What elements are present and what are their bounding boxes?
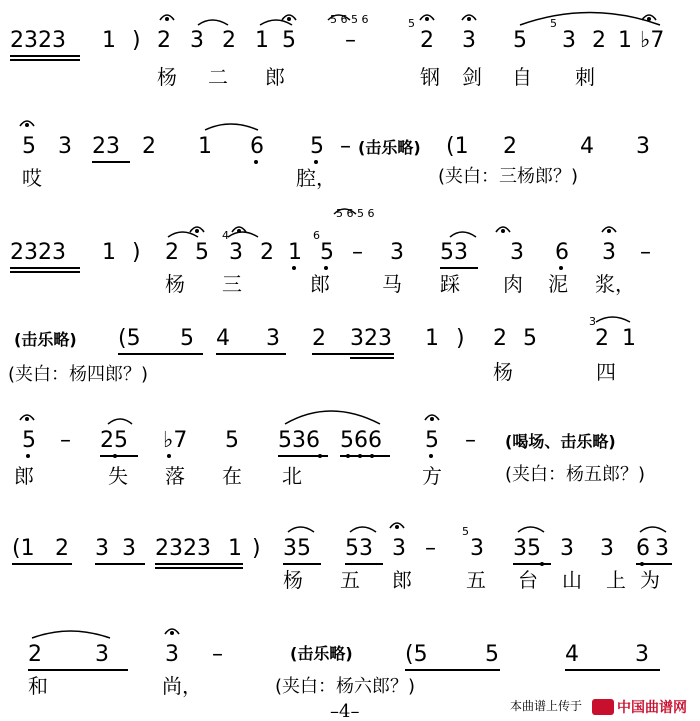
lyric: 钢	[420, 65, 440, 89]
note: 3	[602, 240, 616, 265]
note: 3	[510, 240, 524, 265]
note: 3	[95, 642, 109, 667]
spoken-line: (夹白：三杨郎？)	[438, 166, 579, 187]
note: 5	[320, 240, 334, 265]
note: 1	[102, 28, 116, 53]
note: 3	[470, 536, 484, 561]
note: 5	[513, 28, 527, 53]
note: 1	[622, 326, 636, 351]
lyric: 腔，	[296, 166, 336, 190]
note: 6	[555, 240, 569, 265]
note: 3	[562, 28, 576, 53]
note: 3	[392, 536, 406, 561]
lyric: 剑	[462, 65, 482, 89]
lyric: 肉	[503, 272, 523, 296]
note: 1	[425, 326, 439, 351]
lyric: 郎	[392, 568, 412, 592]
note: 5	[22, 134, 36, 159]
spoken-line: (夹白：杨四郎？)	[8, 364, 149, 385]
note-group: 53	[440, 240, 468, 265]
lyric: 杨	[165, 272, 185, 296]
lyric: 郎	[265, 65, 285, 89]
bracket-close: )	[132, 240, 141, 265]
spoken-line: (夹白：杨六郎？)	[275, 676, 416, 697]
note: (1	[446, 134, 469, 159]
lyric: 刺	[575, 65, 595, 89]
lyric: 踩	[440, 272, 460, 296]
note: 1	[255, 28, 269, 53]
dash: –	[60, 428, 71, 453]
grace-note: 5	[408, 17, 415, 30]
note: 3	[560, 536, 574, 561]
note: 3	[635, 642, 649, 667]
grace-notes: 5 6 5 6	[330, 13, 369, 26]
lyric: 方	[422, 464, 442, 488]
grace-note: 6	[313, 229, 320, 242]
note: 5	[225, 428, 239, 453]
note: 3	[58, 134, 72, 159]
note: 2	[420, 28, 434, 53]
note: 5	[180, 326, 194, 351]
note: 5	[523, 326, 537, 351]
lyric: 五	[340, 568, 360, 592]
note: 2	[165, 240, 179, 265]
note: 2	[157, 28, 171, 53]
annotation: (击乐略)	[358, 138, 421, 157]
note-group: 566	[340, 428, 382, 453]
lyric: 马	[382, 272, 402, 296]
lyric: 自	[512, 65, 532, 89]
lyric: 和	[28, 674, 48, 698]
note-group: 323	[350, 326, 392, 351]
lyric: 台	[518, 568, 538, 592]
note: 2	[222, 28, 236, 53]
note: 2	[503, 134, 517, 159]
note: 2	[592, 28, 606, 53]
note: 5	[310, 134, 324, 159]
lyric: 哎	[22, 166, 42, 190]
note: 6	[636, 536, 650, 561]
dash: –	[212, 642, 223, 667]
lyric: 浆，	[595, 272, 635, 296]
lyric: 尚，	[162, 674, 202, 698]
grace-note: 3	[589, 315, 596, 328]
note: 4	[216, 326, 230, 351]
note: 4	[580, 134, 594, 159]
lyric: 杨	[283, 568, 303, 592]
dash: –	[340, 134, 351, 159]
lyric: 山	[562, 568, 582, 592]
note: 3	[600, 536, 614, 561]
lyric: 北	[282, 464, 302, 488]
note: 3	[122, 536, 136, 561]
site-logo[interactable]	[592, 697, 687, 717]
lyric: 二	[208, 65, 228, 89]
note: 5	[485, 642, 499, 667]
dash: –	[465, 428, 476, 453]
note: 3	[462, 28, 476, 53]
note: 3	[390, 240, 404, 265]
note: 1	[228, 536, 242, 561]
note: 3	[95, 536, 109, 561]
dash: –	[425, 536, 436, 561]
annotation: (喝场、击乐略)	[505, 432, 616, 451]
note: 3	[165, 642, 179, 667]
upload-note: 本曲谱上传于	[510, 699, 583, 713]
dash: –	[345, 28, 356, 53]
note: 3	[266, 326, 280, 351]
grace-note: 5	[462, 525, 469, 538]
grace-notes: 5 6 5 6	[336, 207, 375, 220]
lyric: 郎	[310, 272, 330, 296]
note-group: 536	[278, 428, 320, 453]
note: 1	[288, 240, 302, 265]
lyric: 杨	[493, 360, 513, 384]
note: 5	[282, 28, 296, 53]
note: 2	[55, 536, 69, 561]
lyric: 泥	[548, 272, 568, 296]
lyric: 杨	[157, 65, 177, 89]
note-group: 25	[100, 428, 128, 453]
note: ♭7	[163, 428, 188, 453]
note: 2	[260, 240, 274, 265]
note: 4	[565, 642, 579, 667]
note: 2	[312, 326, 326, 351]
note: 3	[229, 240, 243, 265]
note-group: 35	[513, 536, 541, 561]
logo-icon	[592, 699, 614, 715]
bracket-close: )	[456, 326, 465, 351]
note: 3	[655, 536, 669, 561]
lyric: 落	[165, 464, 185, 488]
note: 6	[250, 134, 264, 159]
note: 2	[595, 326, 609, 351]
note: 2	[28, 642, 42, 667]
lyric: 上	[606, 568, 626, 592]
note: 5	[22, 428, 36, 453]
note-group: 2323	[10, 240, 66, 265]
bracket-close: )	[132, 28, 141, 53]
note: 2	[493, 326, 507, 351]
note: 5	[425, 428, 439, 453]
lyric: 失	[108, 464, 128, 488]
note: 3	[190, 28, 204, 53]
note: 5	[195, 240, 209, 265]
note: (5	[405, 642, 428, 667]
note-group: 2323	[155, 536, 211, 561]
spoken-line: (夹白：杨五郎？)	[505, 464, 646, 485]
note: ♭7	[640, 28, 665, 53]
lyric: 四	[596, 360, 616, 384]
note: (1	[12, 536, 35, 561]
bracket-close: )	[252, 536, 261, 561]
lyric: 五	[466, 568, 486, 592]
lyric: 在	[222, 464, 242, 488]
dash: –	[640, 240, 651, 265]
note-group: 53	[345, 536, 373, 561]
page-number: –4–	[330, 701, 360, 721]
lyric: 三	[222, 272, 242, 296]
note: (5	[118, 326, 141, 351]
lyric: 郎	[14, 464, 34, 488]
dash: –	[352, 240, 363, 265]
note: 1	[618, 28, 632, 53]
site-name: 中国曲谱网	[617, 700, 687, 716]
note: 1	[198, 134, 212, 159]
note: 2	[142, 134, 156, 159]
grace-note: 4	[222, 229, 229, 242]
annotation: (击乐略)	[14, 330, 77, 349]
note: 1	[102, 240, 116, 265]
note-group: 2323	[10, 28, 66, 53]
grace-note: 5	[550, 17, 557, 30]
annotation: (击乐略)	[290, 644, 353, 663]
lyric: 为	[640, 568, 660, 592]
note: 3	[636, 134, 650, 159]
note-group: 23	[92, 134, 120, 159]
note-group: 35	[283, 536, 311, 561]
